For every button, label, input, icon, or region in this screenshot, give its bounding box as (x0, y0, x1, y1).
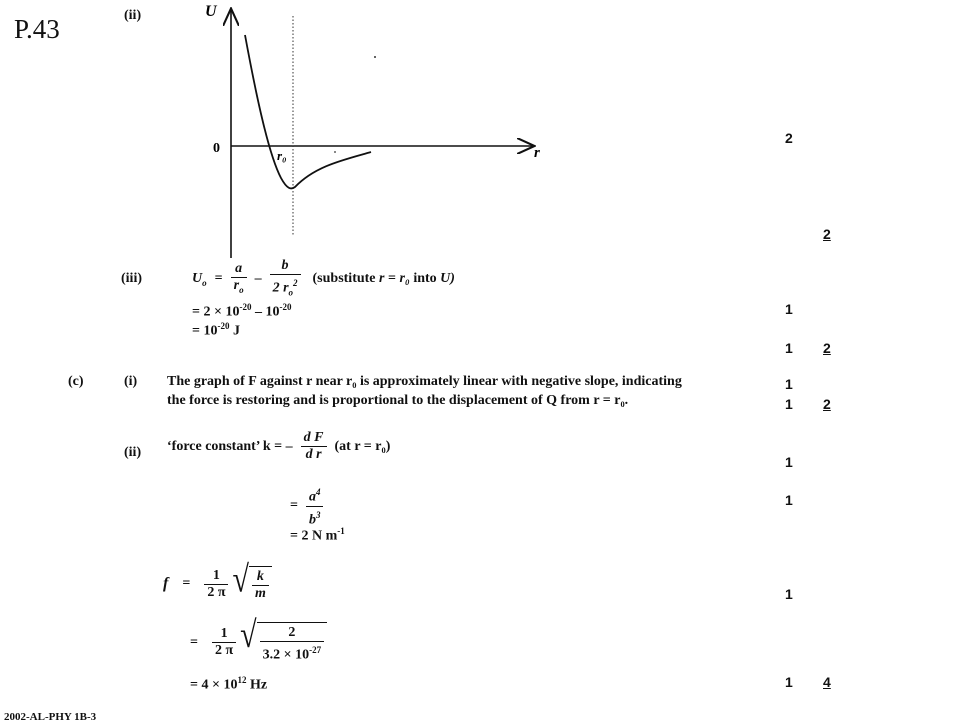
k-num: a (308, 489, 316, 505)
note-r0: r₀ (399, 271, 410, 287)
mark-ci-2: 1 (785, 396, 793, 412)
frequency-equation-2 (190, 614, 327, 664)
mark-iii-1: 1 (785, 301, 793, 317)
k-value (290, 526, 345, 545)
at-r0-note: (at r = r₀) (334, 438, 391, 454)
u0-equals: = (214, 271, 223, 287)
df-numerator: d F (301, 430, 327, 447)
sqrt-num: k (252, 569, 269, 586)
fraction-b-over-2r0sq (270, 258, 301, 300)
part-ii-label: (ii) (124, 8, 142, 23)
k-den: b (308, 512, 316, 528)
page-label: P.43 (14, 14, 60, 44)
force-constant-text: ‘force constant’ k = – (167, 438, 293, 454)
note-eq: = (387, 271, 396, 287)
frac2-den-sup: 2 (293, 278, 298, 288)
k-value-sup: -1 (337, 526, 345, 536)
k-fraction-equation (290, 484, 323, 528)
frequency-equation-1 (163, 559, 272, 602)
stray-dot (334, 151, 336, 153)
footer-text: 2002-AL-PHY 1B-3 (4, 711, 97, 723)
u0-line3 (192, 321, 240, 340)
fraction-a-over-r0 (231, 261, 247, 298)
k-num-sup: 4 (315, 487, 321, 497)
part-c-i-label: (i) (124, 374, 138, 389)
line2-exp1: -20 (239, 302, 252, 312)
mark-iii-2: 1 (785, 340, 793, 356)
mark-ci-1: 1 (785, 376, 793, 392)
sqrt2-num: 2 (260, 625, 324, 642)
frac1-numerator: a (231, 261, 247, 278)
frac1-den-sub: o (239, 284, 244, 295)
frac2-denominator: 2 r (272, 280, 289, 296)
minus-sign: – (254, 271, 262, 287)
mark-f-2: 1 (785, 674, 793, 690)
f2-den: 2 π (214, 643, 234, 659)
frequency-result (190, 675, 267, 694)
c-i-line1: The graph of F against r near r₀ is approximately linear with negative slope, indicating (167, 374, 682, 389)
mark-graph-total: 2 (823, 226, 831, 242)
k-den-sup: 3 (315, 509, 321, 520)
origin-label: 0 (213, 141, 220, 156)
u0-symbol: U (192, 270, 203, 286)
df-dr-fraction (301, 430, 327, 463)
mark-iii-total: 2 (823, 340, 831, 356)
f3-sup: 12 (237, 675, 247, 685)
f-equals: = (182, 576, 191, 591)
sqrt2-den-sup: -27 (309, 645, 322, 655)
f1-den: 2 π (207, 584, 226, 600)
part-iii-label: (iii) (121, 271, 142, 286)
line3-post: J (229, 323, 240, 339)
one-over-2pi (204, 568, 228, 601)
frac1-denominator: r (233, 277, 240, 293)
line2-exp2: -20 (279, 302, 292, 312)
u0-sub: o (202, 277, 207, 288)
mark-f-total: 4 (823, 674, 831, 690)
mark-ci-total: 2 (823, 396, 831, 412)
note-u: U) (440, 271, 455, 287)
u0-equation (192, 258, 455, 300)
mark-f-1: 1 (785, 586, 793, 602)
x-axis-label: r (534, 145, 540, 161)
part-c-label: (c) (68, 374, 84, 389)
sqrt-k-over-m: √ $\frac{k}{m}$ (232, 566, 271, 602)
potential-energy-graph (195, 0, 540, 260)
sqrt-den: m (254, 586, 266, 601)
dr-denominator: d r (305, 447, 322, 462)
k-equals: = (290, 498, 298, 514)
note-into: into (413, 271, 437, 287)
stray-dot (374, 56, 376, 58)
a4-over-b3-fraction (306, 484, 324, 528)
line2-mid: – 10 (251, 304, 280, 320)
f3-post: Hz (246, 677, 268, 693)
frac2-den-sub: o (288, 287, 294, 298)
f1-num: 1 (204, 568, 228, 585)
force-constant-equation (167, 430, 390, 463)
c-i-line2: the force is restoring and is proportional to the displacement of Q from r = r₀. (167, 393, 629, 408)
mark-cii-2: 1 (785, 492, 793, 508)
note-text: (substitute (312, 271, 376, 287)
f-symbol: f (163, 575, 169, 592)
line3-pre: = 10 (192, 323, 218, 339)
one-over-2pi-2 (212, 626, 236, 659)
sqrt2-den: 3.2 × 10 (262, 647, 310, 663)
frac2-numerator: b (270, 258, 301, 275)
y-axis-label: U (205, 3, 217, 20)
note-r: r (379, 271, 385, 287)
part-c-ii-label: (ii) (124, 445, 142, 460)
line3-exp: -20 (217, 321, 230, 331)
r0-label: r₀ (277, 148, 287, 163)
substitute-note (313, 271, 455, 287)
f3-pre: = 4 × 10 (190, 677, 238, 693)
mark-cii-1: 1 (785, 454, 793, 470)
u0-line2 (192, 302, 291, 321)
line2-pre: = 2 × 10 (192, 304, 240, 320)
mark-graph: 2 (785, 130, 793, 146)
k-value-pre: = 2 N m (290, 528, 338, 544)
sqrt-2-over-mass: √ $\frac{2}{3.2 \times 10^{-27}}$ (240, 622, 327, 664)
potential-curve (245, 35, 371, 188)
f2-num: 1 (212, 626, 236, 643)
f2-equals: = (190, 634, 198, 650)
